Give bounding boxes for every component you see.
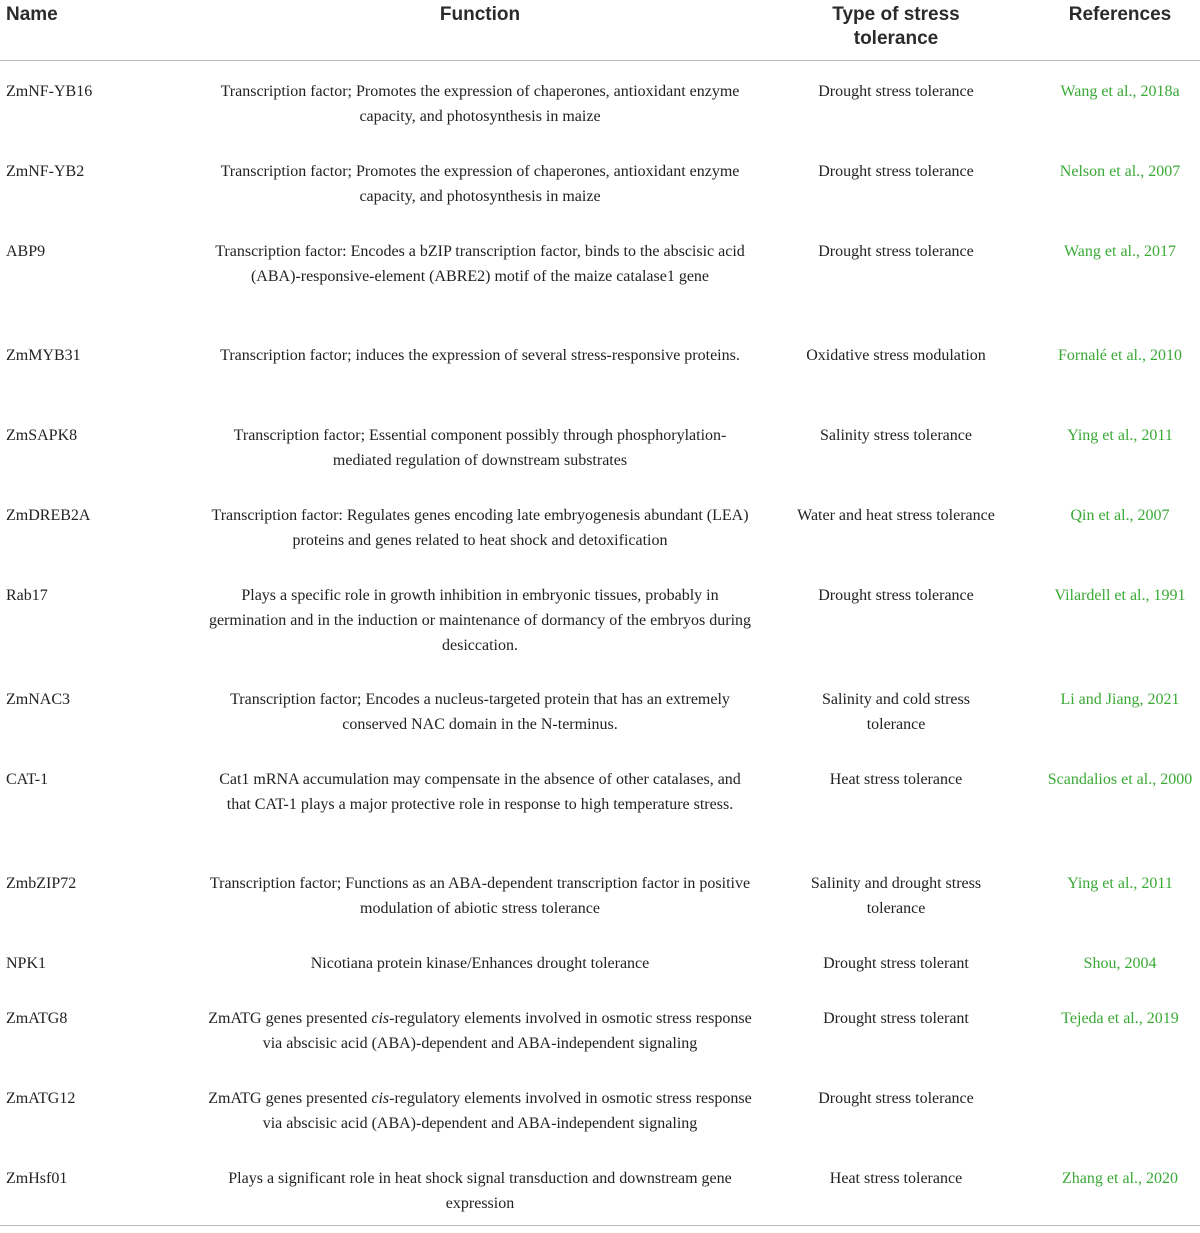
stress-type: Oxidative stress modulation (806, 347, 986, 364)
gene-name: ZmMYB31 (6, 347, 81, 364)
function-italic-term: cis (371, 1090, 390, 1107)
gene-function: Transcription factor: Regulates genes encoding late embryogenesis abundant (LEA) proteins and genes related to heat shock and detoxification (211, 507, 749, 549)
reference-authors[interactable]: Qin et al., (1070, 507, 1134, 524)
reference (1040, 1166, 1200, 1191)
stress-type: Drought stress tolerance (818, 1090, 974, 1107)
reference (1040, 583, 1200, 608)
gene-function: Transcription factor; Promotes the expression of chaperones, antioxidant enzyme capacity, and photosynthesis in maize (220, 83, 740, 125)
gene-function: Plays a significant role in heat shock signal transduction and downstream gene expression (228, 1170, 732, 1212)
header-name: Name (6, 4, 58, 25)
reference (1040, 239, 1200, 264)
reference-year[interactable]: 1991 (1153, 587, 1186, 604)
header-references: References (1068, 4, 1172, 25)
reference (1040, 423, 1200, 448)
reference-year[interactable]: 2011 (1141, 875, 1173, 892)
function-italic-term: cis (371, 1010, 390, 1027)
reference (1040, 767, 1200, 792)
gene-name: Rab17 (6, 587, 48, 604)
reference-year[interactable]: 2007 (1148, 163, 1181, 180)
gene-function: Transcription factor; induces the expression of several stress-responsive proteins. (220, 347, 740, 364)
gene-name: ABP9 (6, 243, 46, 260)
reference-year[interactable]: 2018a (1140, 83, 1180, 100)
gene-name: ZmSAPK8 (6, 427, 78, 444)
gene-name: ZmDREB2A (6, 507, 91, 524)
header-function: Function (439, 4, 521, 25)
reference-year[interactable]: 2010 (1149, 347, 1182, 364)
reference-authors[interactable]: Vilardell et al., (1054, 587, 1150, 604)
gene-function: Transcription factor; Essential component possibly through phosphorylation-mediated regulation of downstream substrates (233, 427, 727, 469)
reference-year[interactable]: 2017 (1144, 243, 1176, 260)
reference-year[interactable]: 2020 (1145, 1170, 1178, 1187)
function-text-start: ZmATG genes presented (208, 1010, 372, 1027)
stress-type: Drought stress tolerant (823, 1010, 969, 1027)
gene-function: Transcription factor; Promotes the expression of chaperones, antioxidant enzyme capacity, and photosynthesis in maize (220, 163, 740, 205)
stress-type: Water and heat stress tolerance (797, 507, 995, 524)
reference (1040, 951, 1200, 976)
stress-type: Drought stress tolerance (818, 243, 974, 260)
function-text-end: -regulatory elements involved in osmotic stress response via abscisic acid (ABA)-dependent and ABA-independent signaling (262, 1090, 752, 1132)
gene-function: Transcription factor; Encodes a nucleus-targeted protein that has an extremely conserved NAC domain in the N-terminus. (230, 691, 730, 733)
stress-type: Salinity stress tolerance (820, 427, 972, 444)
reference-year[interactable]: 2004 (1124, 955, 1157, 972)
reference (1040, 503, 1200, 528)
reference-year[interactable]: 2011 (1141, 427, 1173, 444)
reference-year[interactable]: 2021 (1147, 691, 1180, 708)
reference-authors[interactable]: Wang et al., (1063, 243, 1140, 260)
stress-type: Drought stress tolerance (818, 83, 974, 100)
gene-function: Transcription factor: Encodes a bZIP transcription factor, binds to the abscisic acid (ABA)-responsive-element (ABRE2) motif of the maize catalase1 gene (215, 243, 745, 285)
function-text-end: -regulatory elements involved in osmotic stress response via abscisic acid (ABA)-dependent and ABA-independent signaling (262, 1010, 752, 1052)
gene-name: ZmNAC3 (6, 691, 70, 708)
reference-authors[interactable]: Ying et al., (1067, 875, 1138, 892)
reference (1040, 871, 1200, 896)
stress-type: Heat stress tolerance (829, 1170, 963, 1187)
gene-function: Nicotiana protein kinase/Enhances drought tolerance (310, 955, 650, 972)
reference-year[interactable]: 2000 (1160, 771, 1193, 788)
reference (1040, 343, 1200, 368)
gene-name: ZmATG12 (6, 1090, 76, 1107)
reference-authors[interactable]: Shou, (1083, 955, 1121, 972)
header-type-of-stress-tolerance: Type of stress tolerance (832, 4, 960, 49)
reference (1040, 159, 1200, 184)
table-bottom-rule (0, 1225, 1200, 1226)
gene-function: Plays a specific role in growth inhibition in embryonic tissues, probably in germination and in the induction or maintenance of dormancy of the embryos during desiccation. (208, 587, 752, 654)
reference (1040, 79, 1200, 104)
reference-year[interactable]: 2019 (1146, 1010, 1179, 1027)
reference (1040, 687, 1200, 712)
table-header (0, 0, 1200, 60)
gene-name: ZmNF-YB2 (6, 163, 85, 180)
stress-type: Drought stress tolerance (818, 587, 974, 604)
reference-authors[interactable]: Ying et al., (1067, 427, 1138, 444)
stress-type: Heat stress tolerance (829, 771, 963, 788)
reference-authors[interactable]: Wang et al., (1060, 83, 1137, 100)
stress-type: Salinity and cold stress tolerance (822, 691, 970, 733)
gene-name: ZmNF-YB16 (6, 83, 93, 100)
gene-function (206, 1086, 754, 1136)
reference-authors[interactable]: Nelson et al., (1059, 163, 1145, 180)
stress-type: Salinity and drought stress tolerance (810, 875, 982, 917)
reference-authors[interactable]: Fornalé et al., (1058, 347, 1146, 364)
stress-type: Drought stress tolerant (823, 955, 969, 972)
gene-function: Transcription factor; Functions as an ABA-dependent transcription factor in positive modulation of abiotic stress tolerance (209, 875, 751, 917)
gene-name: ZmATG8 (6, 1010, 68, 1027)
gene-name: CAT-1 (6, 771, 49, 788)
reference-year[interactable]: 2007 (1137, 507, 1170, 524)
reference-authors[interactable]: Scandalios et al., (1047, 771, 1157, 788)
reference (1040, 1006, 1200, 1031)
reference-authors[interactable]: Zhang et al., (1062, 1170, 1142, 1187)
header-rule (0, 60, 1200, 61)
gene-function (206, 1006, 754, 1056)
function-text-start: ZmATG genes presented (208, 1090, 372, 1107)
gene-name: NPK1 (6, 955, 47, 972)
gene-name: ZmbZIP72 (6, 875, 77, 892)
reference-authors[interactable]: Tejeda et al., (1061, 1010, 1143, 1027)
stress-type: Drought stress tolerance (818, 163, 974, 180)
gene-function: Cat1 mRNA accumulation may compensate in the absence of other catalases, and that CAT-1 plays a major protective role in response to high temperature stress. (219, 771, 741, 813)
gene-name: ZmHsf01 (6, 1170, 68, 1187)
reference-authors[interactable]: Li and Jiang, (1060, 691, 1144, 708)
